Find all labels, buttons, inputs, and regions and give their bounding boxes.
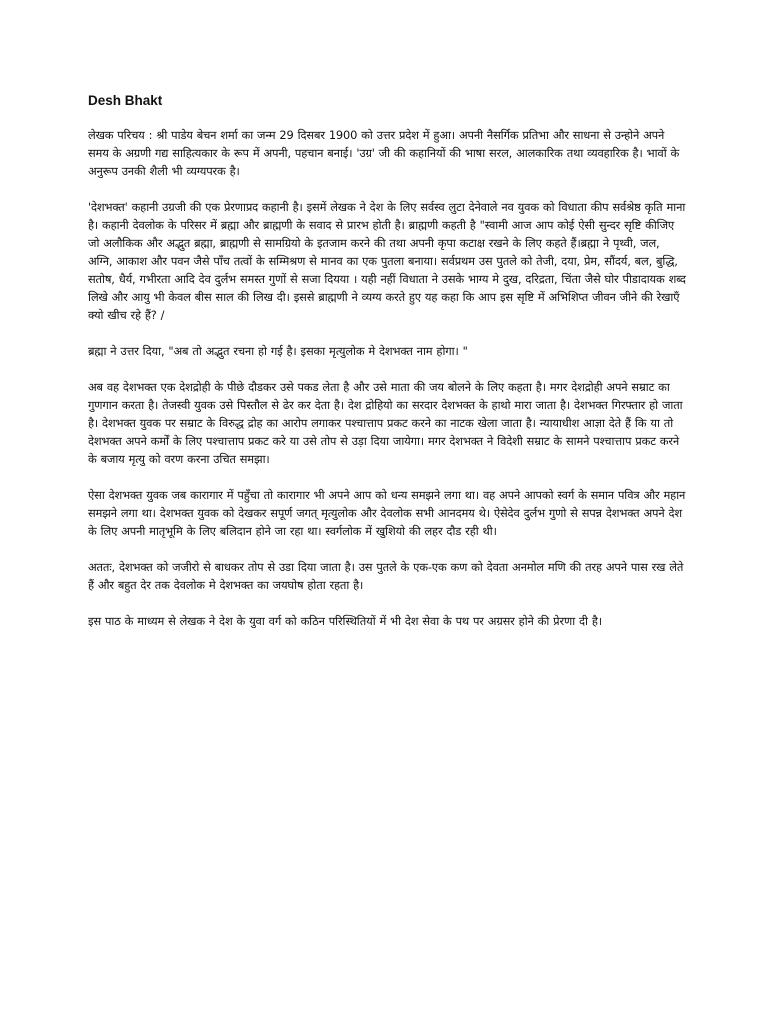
paragraph-brahma-reply: ब्रह्मा ने उत्तर दिया, "अब तो अद्भुत रचना हो गई है। इसका मृत्युलोक मे देशभक्त नाम होगा। "	[88, 344, 468, 358]
paragraph-lesson: इस पाठ के माध्यम से लेखक ने देश के युवा वर्ग को कठिन परिस्थितियों में भी देश सेवा के पथ पर अग्रसर होने की प्रेरणा दी है।	[88, 614, 602, 628]
paragraph-patriot-action: अब वह देशभक्त एक देशद्रोही के पीछे दौडकर उसे पकड लेता है और उसे माता की जय बोलने के लिए कहता है। मगर देशद्रोही अपने सम्राट का गुणगान करता है। तेजस्वी युवक उसे पिस्तौल से ढेर कर देता है। देश द्रोहियो का सरदार देशभक्त के हाथो मारा जाता है। देशभक्त गिरफ्तार हो जाता है। देशभक्त युवक पर सम्राट के विरुद्ध द्रोह का आरोप लगाकर पश्चात्ताप प्रकट करने का नाटक खेला जाता है। न्यायाधीश आज्ञा देते हैं कि या तो देशभक्त अपने कर्मों के लिए पश्चात्ताप प्रकट करे या उसे तोप से उड़ा दिया जायेगा। मगर देशभक्त ने विदेशी सम्राट के सामने पश्चात्ताप प्रकट करने के बजाय मृत्यु को वरण करना उचित समझा।	[88, 380, 683, 466]
paragraph-sacrifice: अततः, देशभक्त को जजीरो से बाधकर तोप से उडा दिया जाता है। उस पुतले के एक-एक कण को देवता अनमोल मणि की तरह अपने पास रख लेते हैं और बहुत देर तक देवलोक मे देशभक्त का जयघोष होता रहता है।	[88, 560, 684, 592]
document-page	[88, 92, 686, 648]
paragraph-author-intro: लेखक परिचय : श्री पाडेय बेचन शर्मा का जन्म 29 दिसबर 1900 को उत्तर प्रदेश में हुआ। अपनी नैसर्गिक प्रतिभा और साधना से उन्होने अपने समय के अग्रणी गद्य साहित्यकार के रूप में अपनी, पहचान बनाई। 'उग्र' जी की कहानियों की भाषा सरल, आलकारिक तथा व्यवहारिक है। भावों के अनुरूप उनकी शैली भी व्यग्यपरक है।	[88, 128, 680, 178]
paragraph-story-intro: 'देशभक्त' कहानी उग्रजी की एक प्रेरणाप्रद कहानी है। इसमें लेखक ने देश के लिए सर्वस्व लुटा देनेवाले नव युवक को विधाता कीप सर्वश्रेष्ठ कृति माना है। कहानी देवलोक के परिसर में ब्रह्मा और ब्राह्मणी के सवाद से प्रारभ होती है। ब्राह्मणी कहती है "स्वामी आज आप कोई ऐसी सुन्दर सृष्टि कीजिए जो अलौकिक और अद्भुत ब्रह्मा, ब्राह्मणी से सामग्रियो के इतजाम करने की तथा अपनी कृपा कटाक्ष रखने के लिए कहते हैं।ब्रह्मा ने पृथ्वी, जल, अग्नि, आकाश और पवन जैसे पाँच तत्वों के सम्मिश्रण से मानव का एक पुतला बनाया। सर्वप्रथम उस पुतले को तेजी, दया, प्रेम, सौंदर्य, बल, बुद्धि, सतोष, धैर्य, गभीरता आदि देव दुर्लभ समस्त गुणों से सजा दियया । यही नहीं विधाता ने उसके भाग्य मे दुख, दरिद्रता, चिंता जैसे घोर पीडादायक शब्द लिखे और आयु भी केवल बीस साल की लिख दी। इससे ब्राह्मणी ने व्यग्य करते हुए यह कहा कि आप इस सृष्टि में अभिशिप्त जीवन जीने की रेखाएँ क्यो खीच रहे हैं? /	[88, 200, 686, 322]
document-title: Desh Bhakt	[88, 93, 163, 108]
paragraph-prison: ऐसा देशभक्त युवक जब कारागार में पहुँचा तो कारागार भी अपने आप को धन्य समझने लगा था। वह अपने आपको स्वर्ग के समान पवित्र और महान समझने लगा था। देशभक्त युवक को देखकर सपूर्ण जगत् मृत्युलोक और देवलोक सभी आनदमय थे। ऐसेदेव दुर्लभ गुणो से सपन्न देशभक्त अपने देश के लिए अपनी मातृभूमि के लिए बलिदान होने जा रहा था। स्वर्गलोक में खुशियो की लहर दौड रही थी।	[88, 488, 686, 538]
